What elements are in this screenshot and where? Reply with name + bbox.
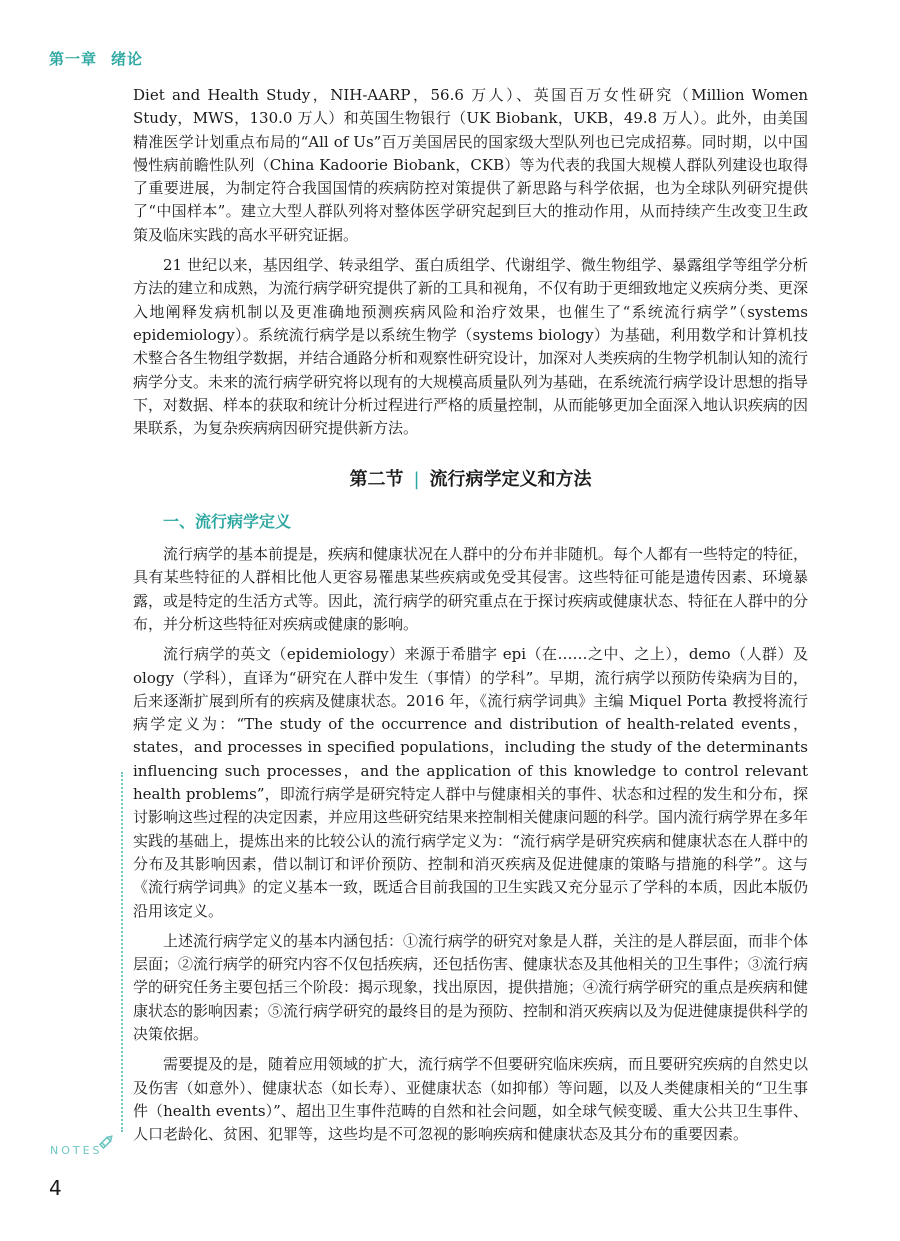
paragraph: 流行病学的基本前提是，疾病和健康状况在人群中的分布并非随机。每个人都有一些特定的特征，具有某些特征的人群相比他人更容易罹患某些疾病或免受其侵害。这些特征可能是遗传因素、环境暴露，或是特定的生活方式等。因此，流行病学的研究重点在于探讨疾病或健康状态、特征在人群中的分布，并分析这些特征对疾病或健康的影响。 (133, 545, 809, 633)
pencil-icon (96, 1132, 116, 1152)
chapter-title: 绪论 (111, 50, 144, 68)
chapter-label: 第一章 (49, 50, 98, 68)
page-number: 4 (49, 1176, 62, 1200)
section-divider: | (413, 469, 420, 491)
paragraph: 需要提及的是，随着应用领域的扩大，流行病学不但要研究临床疾病，而且要研究疾病的自然史以及伤害（如意外）、健康状态（如长寿）、亚健康状态（如抑郁）等问题，以及人类健康相关的“卫生事件（health events）”、超出卫生事件范畴的自然和社会问题，如全球气候变暖、重大公共卫生事件、人口老龄化、贫困、犯罪等，这些均是不可忽视的影响疾病和健康状态及其分布的重要因素。 (133, 1055, 809, 1144)
notes-label: NOTES (50, 1144, 103, 1157)
paragraph: 流行病学的英文（epidemiology）来源于希腊字 epi（在……之中、之上），demo（人群）及 ology（学科），直译为“研究在人群中发生（事情）的学科”。早期，流行病学以预防传染病为目的，后来逐渐扩展到所有的疾病及健康状态。2016 年，《流行病学词典》主编 Miquel Porta 教授将流行病学定义为：“The study of the occurrence and distribution of health-related events，states，and processes in specified populations，including the study of the determinants influencing such processes，and the application of this knowledge to control relevant health problems”，即流行病学是研究特定人群中与健康相关的事件、状态和过程的发生和分布，探讨影响这些过程的决定因素，并应用这些研究结果来控制相关健康问题的科学。国内流行病学界在多年实践的基础上，提炼出来的比较公认的流行病学定义为：“流行病学是研究疾病和健康状态在人群中的分布及其影响因素，借以制订和评价预防、控制和消灭疾病及促进健康的策略与措施的科学”。这与《流行病学词典》的定义基本一致，既适合目前我国的卫生实践又充分显示了学科的本质，因此本版仍沿用该定义。 (133, 645, 809, 920)
section-title (133, 468, 808, 491)
page-content (133, 84, 808, 1153)
chapter-header (49, 48, 157, 69)
paragraph: Diet and Health Study，NIH-AARP，56.6 万人）、英国百万女性研究（Million Women Study，MWS，130.0 万人）和英国生物银行（UK Biobank，UKB，49.8 万人）。此外，由美国精准医学计划重点布局的“All of Us”百万美国居民的国家级大型队列也已完成招募。同时期，以中国慢性病前瞻性队列（China Kadoorie Biobank，CKB）等为代表的我国大规模人群队列建设也取得了重要进展，为制定符合我国国情的疾病防控对策提供了新思路与科学依据，也为全球队列研究提供了“中国样本”。建立大型人群队列将对整体医学研究起到巨大的推动作用，从而持续产生改变卫生政策及临床实践的高水平研究证据。 (133, 86, 808, 244)
section-number: 第二节 (349, 469, 404, 491)
notes-margin-line (121, 772, 123, 1132)
section-name: 流行病学定义和方法 (429, 469, 592, 491)
paragraph: 21 世纪以来，基因组学、转录组学、蛋白质组学、代谢组学、微生物组学、暴露组学等组学分析方法的建立和成熟，为流行病学研究提供了新的工具和视角，不仅有助于更细致地定义疾病分类、更深入地阐释发病机制以及更准确地预测疾病风险和治疗效果，也催生了“系统流行病学”（systems epidemiology）。系统流行病学是以系统生物学（systems biology）为基础，利用数学和计算机技术整合各生物组学数据，并结合通路分析和观察性研究设计，加深对人类疾病的生物学机制认知的流行病学分支。未来的流行病学研究将以现有的大规模高质量队列为基础，在系统流行病学设计思想的指导下，对数据、样本的获取和统计分析过程进行严格的质量控制，从而能够更加全面深入地认识疾病的因果联系，为复杂疾病病因研究提供新方法。 (133, 256, 809, 438)
paragraph: 上述流行病学定义的基本内涵包括：①流行病学的研究对象是人群，关注的是人群层面，而非个体层面；②流行病学的研究内容不仅包括疾病，还包括伤害、健康状态及其他相关的卫生事件；③流行病学的研究任务主要包括三个阶段：揭示现象，找出原因，提供措施；④流行病学研究的重点是疾病和健康状态的影响因素；⑤流行病学研究的最终目的是为预防、控制和消灭疾病以及为促进健康提供科学的决策依据。 (133, 931, 809, 1043)
subsection-title: 一、流行病学定义 (163, 511, 292, 531)
